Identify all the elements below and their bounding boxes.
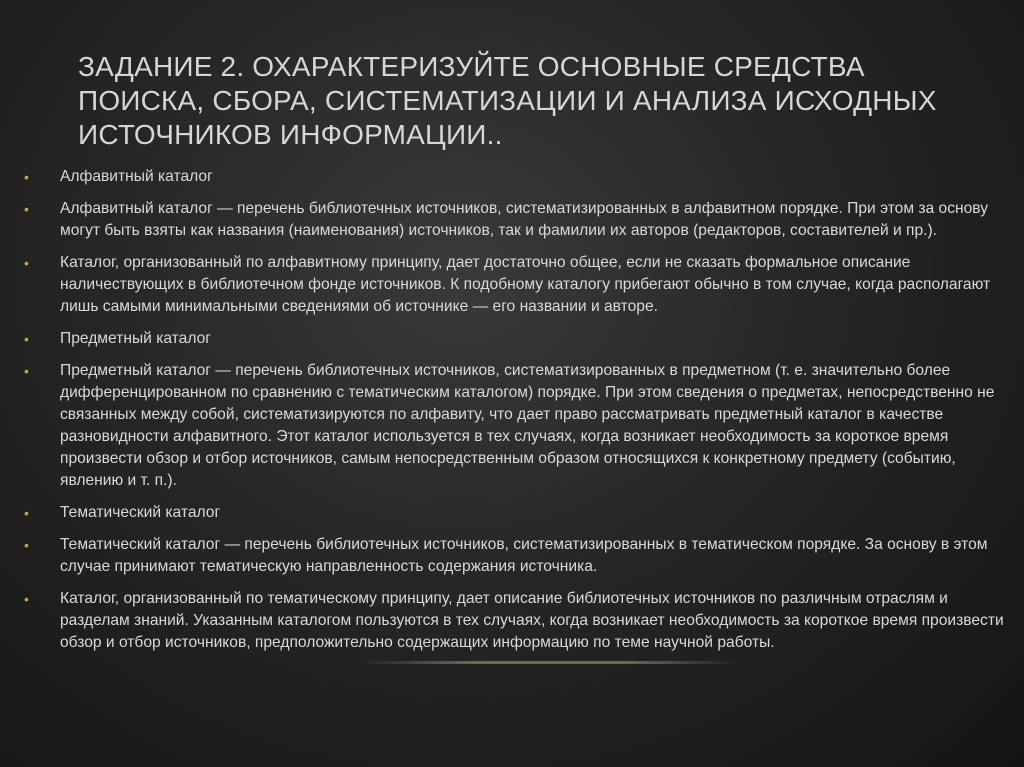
item-text: Каталог, организованный по алфавитному принципу, дает достаточно общее, если не сказать формальное описание наличествующих в библиотечном фонде источников. К подобному каталогу прибегают обычно в том случае, когда располагают лишь самыми минимальными сведениями об источнике — его названии и авторе.	[60, 254, 991, 315]
item-text: Предметный каталог	[60, 330, 211, 347]
list-item	[20, 502, 1015, 524]
list-item	[20, 198, 1015, 242]
decorative-underline	[360, 661, 740, 664]
item-text: Алфавитный каталог	[60, 168, 213, 185]
list-item	[20, 166, 1015, 188]
bullet-icon: •	[24, 363, 29, 379]
item-text: Алфавитный каталог — перечень библиотечных источников, систематизированных в алфавитном порядке. При этом за основу могут быть взяты как названия (наименования) источников, так и фамилии их авторов (редакторов, составителей и пр.).	[60, 200, 989, 239]
bullet-icon: •	[24, 591, 29, 607]
bullet-list	[20, 166, 1015, 664]
bullet-icon: •	[24, 331, 29, 347]
list-item	[20, 534, 1015, 578]
item-text: Тематический каталог — перечень библиотечных источников, систематизированных в тематическом порядке. За основу в этом случае принимают тематическую направленность содержания источника.	[60, 536, 988, 575]
list-item	[20, 360, 1015, 492]
bullet-icon: •	[24, 255, 29, 271]
list-item	[20, 328, 1015, 350]
list-item	[20, 252, 1015, 318]
bullet-icon: •	[24, 201, 29, 217]
bullet-icon: •	[24, 169, 29, 185]
list-item	[20, 588, 1015, 654]
bullet-icon: •	[24, 505, 29, 521]
slide-title: ЗАДАНИЕ 2. ОХАРАКТЕРИЗУЙТЕ ОСНОВНЫЕ СРЕДСТВА ПОИСКА, СБОРА, СИСТЕМАТИЗАЦИИ И АНАЛИЗА ИСХОДНЫХ ИСТОЧНИКОВ ИНФОРМАЦИИ..	[78, 51, 937, 150]
item-text: Тематический каталог	[60, 504, 221, 521]
item-text: Каталог, организованный по тематическому принципу, дает описание библиотечных источников по различным отраслям и разделам знаний. Указанным каталогом пользуются в тех случаях, когда возникает необходимость за короткое время произвести обзор и отбор источников, предположительно содержащих информацию по теме научной работы.	[60, 590, 1004, 651]
bullet-icon: •	[24, 537, 29, 553]
item-text: Предметный каталог — перечень библиотечных источников, систематизированных в предметном (т. е. значительно более дифференцированном по сравнению с тематическим каталогом) порядке. При этом сведения о предметах, непосредственно не связанных между собой, систематизируются по алфавиту, что дает право рассматривать предметный каталог в качестве разновидности алфавитного. Этот каталог используется в тех случаях, когда возникает необходимость за короткое время произвести обзор и отбор источников, самым непосредственным образом относящихся к конкретному предмету (событию, явлению и т. п.).	[60, 362, 995, 489]
